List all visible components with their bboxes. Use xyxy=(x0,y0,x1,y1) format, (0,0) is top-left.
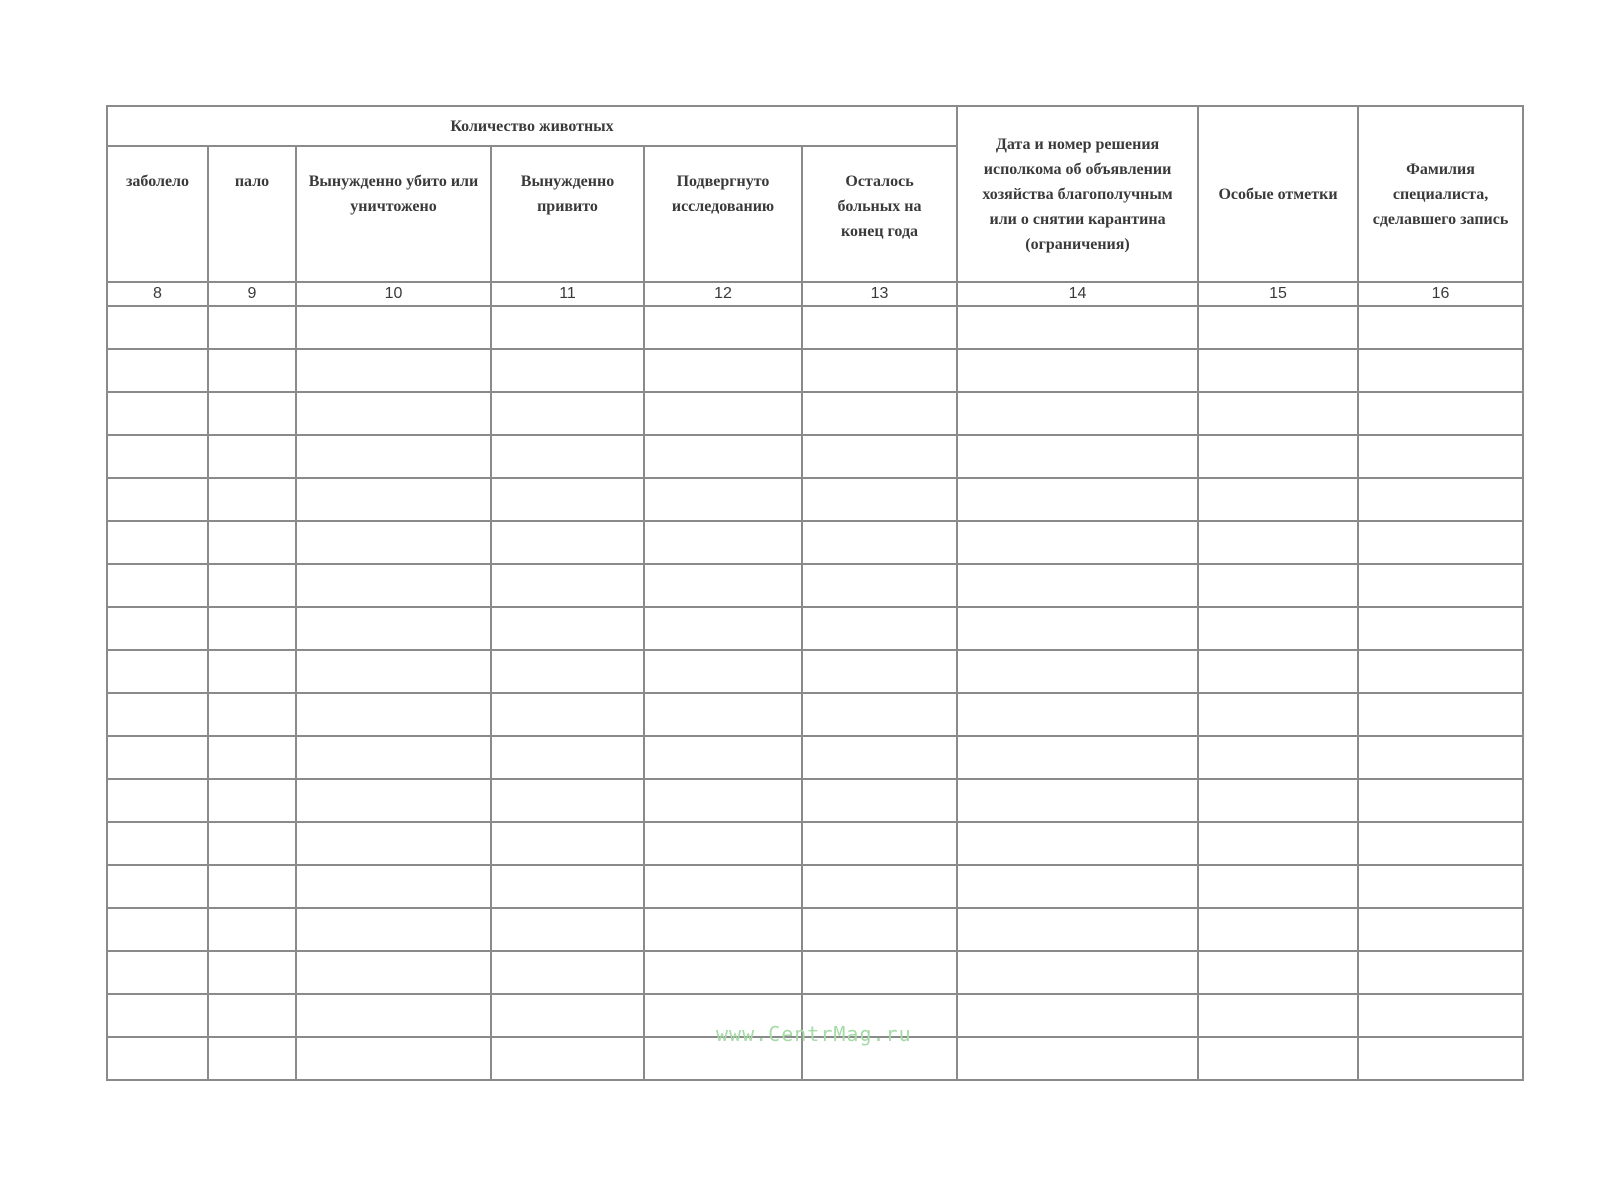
column-number: 10 xyxy=(296,282,491,306)
table-cell[interactable] xyxy=(491,908,644,951)
table-cell[interactable] xyxy=(1198,994,1358,1037)
table-cell[interactable] xyxy=(107,693,208,736)
table-cell[interactable] xyxy=(644,779,802,822)
table-cell[interactable] xyxy=(296,736,491,779)
table-cell[interactable] xyxy=(802,865,957,908)
table-cell[interactable] xyxy=(802,650,957,693)
table-cell[interactable] xyxy=(1198,478,1358,521)
table-row xyxy=(107,650,1523,693)
table-cell[interactable] xyxy=(957,994,1198,1037)
table-cell[interactable] xyxy=(644,349,802,392)
table-cell[interactable] xyxy=(491,779,644,822)
table-cell[interactable] xyxy=(296,693,491,736)
column-header-10: Вынужденно убито или уничтожено xyxy=(296,146,491,282)
table-cell[interactable] xyxy=(1198,908,1358,951)
table-cell[interactable] xyxy=(1358,908,1523,951)
table-cell[interactable] xyxy=(208,349,296,392)
table-cell[interactable] xyxy=(107,779,208,822)
table-cell[interactable] xyxy=(644,478,802,521)
table-cell[interactable] xyxy=(1358,822,1523,865)
table-cell[interactable] xyxy=(802,478,957,521)
table-cell[interactable] xyxy=(1358,521,1523,564)
table-cell[interactable] xyxy=(107,435,208,478)
table-cell[interactable] xyxy=(491,478,644,521)
table-cell[interactable] xyxy=(957,951,1198,994)
table-cell[interactable] xyxy=(491,392,644,435)
table-cell[interactable] xyxy=(107,1037,208,1080)
table-cell[interactable] xyxy=(644,306,802,349)
table-cell[interactable] xyxy=(208,392,296,435)
column-number: 8 xyxy=(107,282,208,306)
table-cell[interactable] xyxy=(208,306,296,349)
table-cell[interactable] xyxy=(644,435,802,478)
table-cell[interactable] xyxy=(107,994,208,1037)
table-cell[interactable] xyxy=(296,435,491,478)
table-cell[interactable] xyxy=(491,822,644,865)
table-cell[interactable] xyxy=(491,306,644,349)
column-header-13: Осталось больных на конец года xyxy=(802,146,957,282)
table-cell[interactable] xyxy=(1198,349,1358,392)
table-cell[interactable] xyxy=(957,736,1198,779)
column-number-row xyxy=(107,282,1523,306)
table-cell[interactable] xyxy=(1198,650,1358,693)
table-cell[interactable] xyxy=(107,392,208,435)
table-row xyxy=(107,951,1523,994)
table-cell[interactable] xyxy=(107,349,208,392)
table-cell[interactable] xyxy=(802,349,957,392)
table-cell[interactable] xyxy=(644,908,802,951)
table-cell[interactable] xyxy=(107,478,208,521)
table-cell[interactable] xyxy=(491,564,644,607)
table-cell[interactable] xyxy=(296,607,491,650)
table-cell[interactable] xyxy=(296,1037,491,1080)
table-cell[interactable] xyxy=(802,822,957,865)
table-cell[interactable] xyxy=(957,908,1198,951)
table-cell[interactable] xyxy=(1198,865,1358,908)
journal-form-sheet xyxy=(106,105,1522,1081)
table-cell[interactable] xyxy=(802,306,957,349)
column-number: 9 xyxy=(208,282,296,306)
table-cell[interactable] xyxy=(957,521,1198,564)
table-row xyxy=(107,564,1523,607)
table-cell[interactable] xyxy=(107,306,208,349)
table-cell[interactable] xyxy=(1358,1037,1523,1080)
table-cell[interactable] xyxy=(296,865,491,908)
table-cell[interactable] xyxy=(491,435,644,478)
table-cell[interactable] xyxy=(296,994,491,1037)
table-cell[interactable] xyxy=(208,779,296,822)
table-cell[interactable] xyxy=(802,908,957,951)
table-cell[interactable] xyxy=(296,951,491,994)
column-number: 13 xyxy=(802,282,957,306)
table-cell[interactable] xyxy=(1358,564,1523,607)
table-cell[interactable] xyxy=(957,478,1198,521)
table-cell[interactable] xyxy=(208,736,296,779)
table-cell[interactable] xyxy=(208,650,296,693)
table-cell[interactable] xyxy=(296,908,491,951)
table-cell[interactable] xyxy=(208,607,296,650)
column-header-12: Подвергнуто исследованию xyxy=(644,146,802,282)
table-cell[interactable] xyxy=(1198,779,1358,822)
table-cell[interactable] xyxy=(107,951,208,994)
table-cell[interactable] xyxy=(296,306,491,349)
table-cell[interactable] xyxy=(208,822,296,865)
table-cell[interactable] xyxy=(957,693,1198,736)
table-row xyxy=(107,521,1523,564)
table-cell[interactable] xyxy=(957,392,1198,435)
table-cell[interactable] xyxy=(1358,607,1523,650)
group-header-animals-count: Количество животных xyxy=(107,106,957,146)
table-cell[interactable] xyxy=(491,994,644,1037)
table-cell[interactable] xyxy=(1198,435,1358,478)
table-row xyxy=(107,435,1523,478)
column-header-9: пало xyxy=(208,146,296,282)
table-cell[interactable] xyxy=(107,822,208,865)
table-cell[interactable] xyxy=(208,521,296,564)
table-cell[interactable] xyxy=(957,650,1198,693)
table-cell[interactable] xyxy=(1198,822,1358,865)
table-cell[interactable] xyxy=(296,650,491,693)
table-row xyxy=(107,865,1523,908)
table-row xyxy=(107,306,1523,349)
table-cell[interactable] xyxy=(208,435,296,478)
table-cell[interactable] xyxy=(208,478,296,521)
column-header-14: Дата и номер решения исполкома об объявлении хозяйства благополучным или о снятии карантина (ограничения) xyxy=(957,106,1198,282)
column-header-11: Вынужденно привито xyxy=(491,146,644,282)
table-cell[interactable] xyxy=(802,392,957,435)
column-number: 11 xyxy=(491,282,644,306)
table-cell[interactable] xyxy=(802,564,957,607)
table-cell[interactable] xyxy=(644,951,802,994)
table-cell[interactable] xyxy=(802,693,957,736)
table-cell[interactable] xyxy=(107,908,208,951)
table-cell[interactable] xyxy=(957,822,1198,865)
table-cell[interactable] xyxy=(1358,865,1523,908)
table-row xyxy=(107,607,1523,650)
table-cell[interactable] xyxy=(644,607,802,650)
table-cell[interactable] xyxy=(644,865,802,908)
table-cell[interactable] xyxy=(802,951,957,994)
table-cell[interactable] xyxy=(491,521,644,564)
table-cell[interactable] xyxy=(296,392,491,435)
table-cell[interactable] xyxy=(208,693,296,736)
table-cell[interactable] xyxy=(644,822,802,865)
table-cell[interactable] xyxy=(1198,392,1358,435)
table-cell[interactable] xyxy=(491,693,644,736)
table-cell[interactable] xyxy=(644,736,802,779)
table-row xyxy=(107,736,1523,779)
table-cell[interactable] xyxy=(1358,306,1523,349)
table-cell[interactable] xyxy=(1198,607,1358,650)
table-cell[interactable] xyxy=(107,650,208,693)
table-row xyxy=(107,822,1523,865)
table-cell[interactable] xyxy=(957,865,1198,908)
table-cell[interactable] xyxy=(644,650,802,693)
table-cell[interactable] xyxy=(1198,564,1358,607)
table-cell[interactable] xyxy=(491,951,644,994)
table-cell[interactable] xyxy=(1358,650,1523,693)
table-cell[interactable] xyxy=(296,564,491,607)
table-cell[interactable] xyxy=(957,607,1198,650)
table-cell[interactable] xyxy=(208,951,296,994)
table-cell[interactable] xyxy=(1198,951,1358,994)
table-cell[interactable] xyxy=(208,994,296,1037)
table-cell[interactable] xyxy=(644,693,802,736)
table-cell[interactable] xyxy=(957,779,1198,822)
table-cell[interactable] xyxy=(491,650,644,693)
table-row xyxy=(107,693,1523,736)
table-cell[interactable] xyxy=(491,607,644,650)
table-cell[interactable] xyxy=(296,478,491,521)
table-cell[interactable] xyxy=(491,349,644,392)
table-cell[interactable] xyxy=(1198,693,1358,736)
table-cell[interactable] xyxy=(1358,693,1523,736)
table-cell[interactable] xyxy=(208,908,296,951)
table-cell[interactable] xyxy=(107,736,208,779)
table-cell[interactable] xyxy=(957,349,1198,392)
table-cell[interactable] xyxy=(644,564,802,607)
table-cell[interactable] xyxy=(802,736,957,779)
table-cell[interactable] xyxy=(802,435,957,478)
table-cell[interactable] xyxy=(644,521,802,564)
table-cell[interactable] xyxy=(491,865,644,908)
table-cell[interactable] xyxy=(107,521,208,564)
table-cell[interactable] xyxy=(1198,736,1358,779)
table-cell[interactable] xyxy=(1358,779,1523,822)
column-number: 14 xyxy=(957,282,1198,306)
table-cell[interactable] xyxy=(1358,994,1523,1037)
table-row xyxy=(107,779,1523,822)
column-number: 16 xyxy=(1358,282,1523,306)
table-row xyxy=(107,478,1523,521)
table-cell[interactable] xyxy=(1198,521,1358,564)
column-number: 12 xyxy=(644,282,802,306)
table-cell[interactable] xyxy=(644,392,802,435)
table-cell[interactable] xyxy=(491,1037,644,1080)
table-cell[interactable] xyxy=(957,435,1198,478)
table-cell[interactable] xyxy=(1198,306,1358,349)
table-body xyxy=(107,306,1523,1080)
table-cell[interactable] xyxy=(107,607,208,650)
table-cell[interactable] xyxy=(208,865,296,908)
table-row xyxy=(107,908,1523,951)
column-number: 15 xyxy=(1198,282,1358,306)
table-cell[interactable] xyxy=(296,822,491,865)
table-cell[interactable] xyxy=(208,564,296,607)
group-header-row xyxy=(107,106,1523,146)
table-cell[interactable] xyxy=(1358,392,1523,435)
table-row xyxy=(107,349,1523,392)
table-cell[interactable] xyxy=(802,779,957,822)
table-cell[interactable] xyxy=(208,1037,296,1080)
watermark-text: www.CentrMag.ru xyxy=(716,1022,912,1046)
table-cell[interactable] xyxy=(957,564,1198,607)
table-cell[interactable] xyxy=(296,521,491,564)
column-header-16: Фамилия специалиста, сделавшего запись xyxy=(1358,106,1523,282)
table-cell[interactable] xyxy=(802,607,957,650)
table-cell[interactable] xyxy=(107,865,208,908)
table-cell[interactable] xyxy=(1358,736,1523,779)
table-cell[interactable] xyxy=(107,564,208,607)
column-header-8: заболело xyxy=(107,146,208,282)
journal-table xyxy=(106,105,1524,1081)
column-header-15: Особые отметки xyxy=(1198,106,1358,282)
table-cell[interactable] xyxy=(1358,478,1523,521)
table-cell[interactable] xyxy=(1358,951,1523,994)
table-cell[interactable] xyxy=(957,1037,1198,1080)
table-cell[interactable] xyxy=(1358,435,1523,478)
table-cell[interactable] xyxy=(957,306,1198,349)
table-cell[interactable] xyxy=(802,521,957,564)
table-cell[interactable] xyxy=(296,779,491,822)
table-row xyxy=(107,392,1523,435)
table-cell[interactable] xyxy=(1358,349,1523,392)
table-cell[interactable] xyxy=(491,736,644,779)
table-cell[interactable] xyxy=(296,349,491,392)
table-cell[interactable] xyxy=(1198,1037,1358,1080)
